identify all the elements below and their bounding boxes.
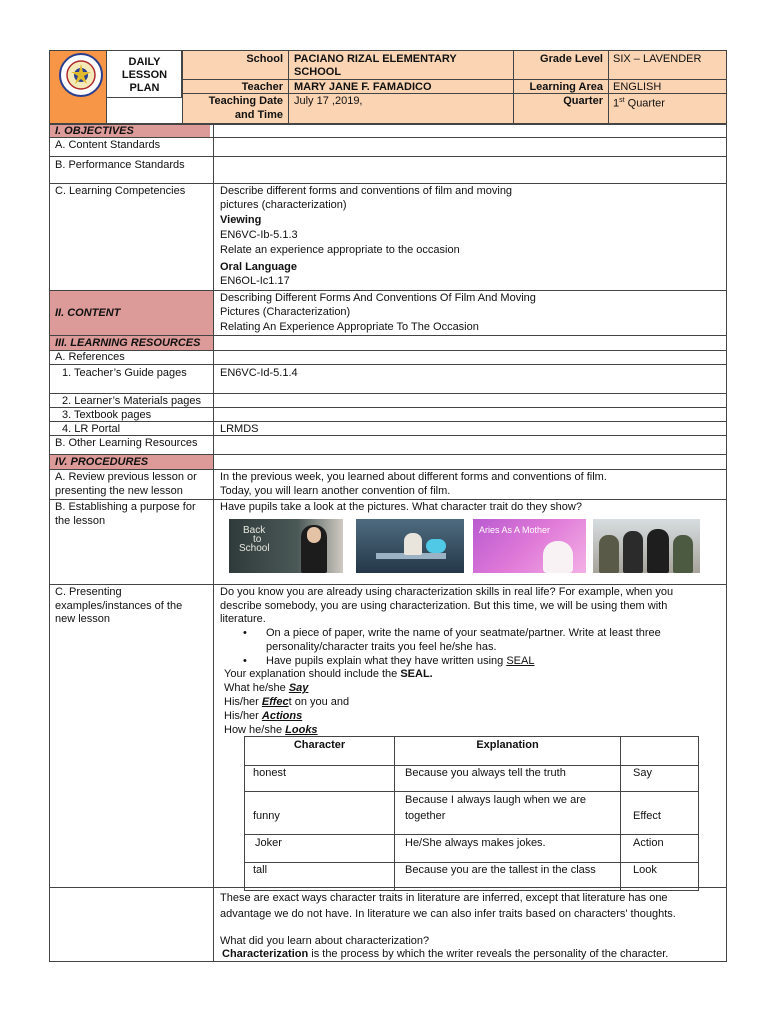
bullet-1-line-1: On a piece of paper, write the name of your seatmate/partner. Write at least three (266, 627, 661, 639)
grade-label: Grade Level (540, 53, 603, 65)
quarter-num: 1 (613, 97, 620, 110)
seal-word: SEAL. (400, 668, 433, 680)
area-value: ENGLISH (613, 81, 662, 93)
student-face (307, 527, 321, 543)
relate-line: Relate an experience appropriate to the occasion (220, 244, 460, 256)
teacher-value: MARY JANE F. FAMADICO (294, 81, 432, 93)
person-4 (673, 535, 693, 573)
row-3-character: Joker (255, 837, 282, 849)
quarter-value (613, 94, 665, 111)
references-label: A. References (55, 351, 125, 363)
table-header-explanation: Explanation (476, 739, 539, 751)
chalk-text-2: to (253, 534, 262, 545)
school-label: School (246, 53, 283, 65)
say-line (224, 681, 308, 695)
viewing-label: Viewing (220, 214, 262, 226)
row-1-character: honest (253, 767, 287, 779)
presenting-para-1: Do you know you are already using characterization skills in real life? For example, when you (220, 586, 674, 598)
office-worker-photo (356, 519, 464, 573)
looks-line (224, 723, 318, 737)
definition-text: is the process by which the writer reveals the personality of the character. (308, 948, 669, 960)
lr-portal-value: LRMDS (220, 423, 259, 435)
other-resources-label: B. Other Learning Resources (55, 437, 198, 449)
seal-intro-text: Your explanation should include the (224, 668, 401, 680)
area-label: Learning Area (529, 81, 603, 93)
effect-line (224, 695, 349, 709)
quarter-sup: st (619, 97, 625, 104)
viewing-code: EN6VC-Ib-5.1.3 (220, 229, 298, 241)
person-1 (599, 535, 619, 573)
row-2-explanation-1: Because I always laugh when we are (405, 794, 586, 806)
column-divider (213, 125, 214, 961)
date-label-2: and Time (234, 109, 283, 121)
table-header-character: Character (293, 739, 346, 751)
lr-portal-label: 4. LR Portal (62, 423, 121, 435)
presenting-label-1: C. Presenting (55, 586, 122, 598)
title-line-3: PLAN (129, 82, 160, 94)
school-value-2: SCHOOL (294, 66, 342, 78)
effect-post: t on you and (288, 696, 350, 708)
review-text-2: Today, you will learn another convention of film. (220, 485, 451, 497)
purpose-label-1: B. Establishing a purpose for (55, 501, 196, 513)
content-line-3: Relating An Experience Appropriate To The Occasion (220, 321, 479, 333)
competency-line-1: Describe different forms and conventions of film and moving (220, 185, 513, 197)
review-text-1: In the previous week, you learned about different forms and conventions of film. (220, 471, 607, 483)
teacher-label: Teacher (241, 81, 283, 93)
review-label-2: presenting the new lesson (55, 485, 183, 497)
date-value: July 17 ,2019, (294, 95, 363, 107)
looks-pre: How he/she (224, 724, 286, 736)
seal-link[interactable]: SEAL (506, 655, 535, 667)
procedures-heading: IV. PROCEDURES (55, 456, 149, 468)
looks-word: Looks (285, 724, 318, 736)
learners-materials-label: 2. Learner’s Materials pages (62, 395, 202, 407)
purpose-label-2: the lesson (55, 515, 106, 527)
content-standards-label: A. Content Standards (55, 139, 161, 151)
presenting-para-3: literature. (220, 613, 266, 625)
bullet-2-text: Have pupils explain what they have written using (266, 655, 507, 667)
row-2-seal: Effect (633, 810, 661, 822)
presenting-para-2: describe somebody, you are using characterization. But this time, we will be using them with (220, 600, 668, 612)
date-label-1: Teaching Date (208, 95, 283, 107)
seal-intro (224, 667, 433, 681)
bullet-dot-1: • (243, 627, 247, 639)
bullet-dot-2: • (243, 655, 247, 667)
splash-shape (426, 539, 446, 553)
say-word: Say (288, 682, 309, 694)
discussion-line-1: These are exact ways character traits in literature are inferred, except that literature has one (220, 892, 668, 904)
chalk-text-3: School (239, 543, 270, 554)
say-pre: What he/she (224, 682, 289, 694)
teachers-guide-label: 1. Teacher’s Guide pages (62, 367, 187, 379)
oral-language-label: Oral Language (220, 261, 298, 273)
mother-baby-photo (473, 519, 586, 573)
presenting-label-2: examples/instances of the (55, 600, 183, 612)
group-leaders-photo (593, 519, 700, 573)
row-1-seal: Say (633, 767, 652, 779)
review-label-1: A. Review previous lesson or (55, 471, 197, 483)
actions-line (224, 709, 302, 723)
row-2-explanation-2: together (405, 810, 446, 822)
quarter-word: Quarter (624, 97, 665, 110)
discussion-question: What did you learn about characterization? (220, 935, 430, 947)
row-4-explanation: Because you are the tallest in the class (405, 864, 596, 876)
bullet-1-line-2: personality/character traits you feel he/she has. (266, 641, 497, 653)
mother-figure (543, 541, 573, 573)
grade-value: SIX – LAVENDER (613, 53, 702, 65)
row-4-seal: Look (633, 864, 657, 876)
worker-figure (404, 533, 422, 555)
competencies-label: C. Learning Competencies (55, 185, 186, 197)
content-line-1: Describing Different Forms And Conventions Of Film And Moving (220, 292, 536, 304)
purpose-text: Have pupils take a look at the pictures. What character trait do they show? (220, 501, 582, 513)
row-1-explanation: Because you always tell the truth (405, 767, 566, 779)
resources-heading: III. LEARNING RESOURCES (55, 337, 201, 349)
actions-pre: His/her (224, 710, 262, 722)
characterization-definition (222, 947, 668, 961)
presenting-label-3: new lesson (55, 613, 111, 625)
teachers-guide-value: EN6VC-Id-5.1.4 (220, 367, 298, 379)
definition-term: Characterization (222, 948, 309, 960)
back-to-school-photo (229, 519, 343, 573)
chalk-text-1: Back (243, 525, 266, 536)
effect-word: Effec (261, 696, 289, 708)
person-2 (623, 531, 643, 573)
content-line-2: Pictures (Characterization) (220, 306, 351, 318)
row-4-character: tall (253, 864, 268, 876)
row-3-explanation: He/She always makes jokes. (405, 837, 546, 849)
quarter-label: Quarter (563, 95, 603, 107)
title-line-1: DAILY (128, 56, 161, 68)
textbook-pages-label: 3. Textbook pages (62, 409, 152, 421)
oral-language-code: EN6OL-Ic1.17 (220, 275, 290, 287)
effect-pre: His/her (224, 696, 262, 708)
bullet-2 (266, 654, 534, 668)
discussion-line-2: advantage we do not have. In literature we can also infer traits based on characters' thoughts. (220, 908, 676, 920)
school-value-1: PACIANO RIZAL ELEMENTARY (294, 53, 457, 65)
person-3 (647, 529, 669, 573)
row-3-seal: Action (633, 837, 664, 849)
actions-word: Actions (261, 710, 303, 722)
mother-caption: Aries As A Mother (479, 525, 551, 535)
deped-seal-icon (58, 52, 104, 98)
objectives-heading: I. OBJECTIVES (55, 125, 134, 137)
title-line-2: LESSON (121, 69, 168, 81)
performance-standards-label: B. Performance Standards (55, 159, 185, 171)
content-heading: II. CONTENT (55, 307, 121, 319)
row-2-character: funny (253, 810, 280, 822)
competency-line-2: pictures (characterization) (220, 199, 347, 211)
